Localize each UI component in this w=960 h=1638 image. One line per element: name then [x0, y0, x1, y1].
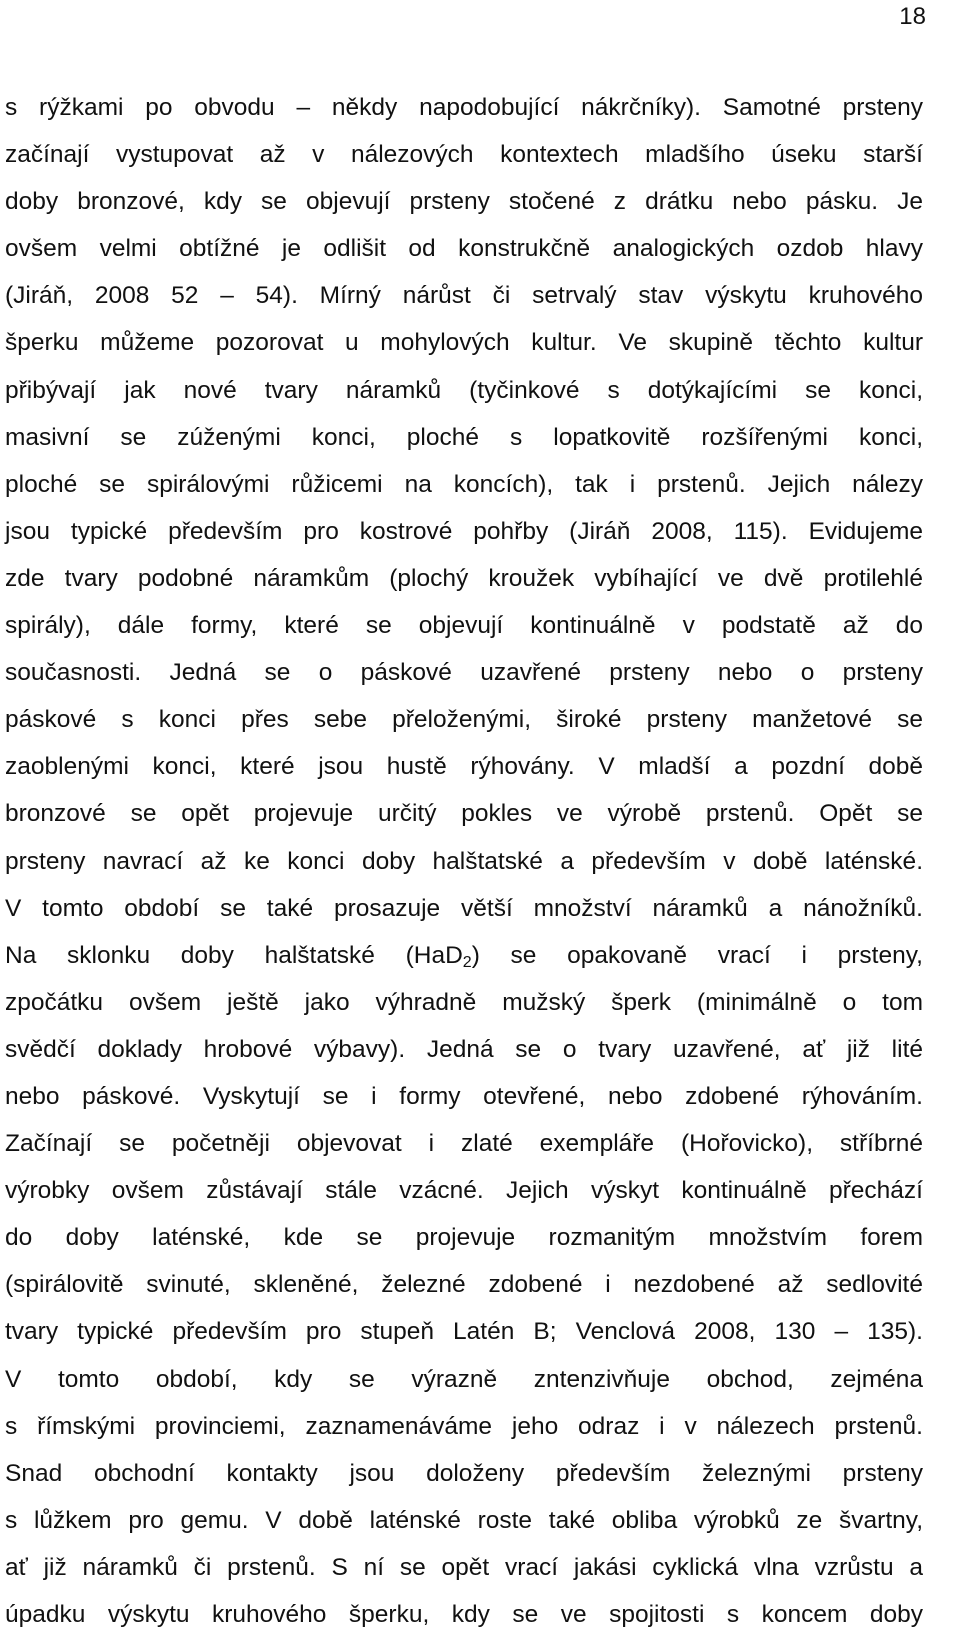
text-line: (spirálovitě svinuté, skleněné, železné zdobené i nezdobené až sedlovité	[5, 1271, 923, 1299]
text-line: šperku můžeme pozorovat u mohylových kultur. Ve skupině těchto kultur	[5, 329, 923, 357]
text-line: s římskými provinciemi, zaznamenáváme jeho odraz i v nálezech prstenů.	[5, 1412, 923, 1440]
text-line-with-subscript	[5, 932, 923, 979]
text-line: V tomto období se také prosazuje větší množství náramků a nánožníků.	[5, 894, 923, 922]
text-line: ovšem velmi obtížné je odlišit od konstrukčně analogických ozdob hlavy	[5, 235, 923, 263]
body-text	[5, 84, 923, 1638]
text-line: prsteny navrací až ke konci doby halštatské a především v době laténské.	[5, 847, 923, 875]
text-line: V tomto období, kdy se výrazně zntenzivňuje obchod, zejména	[5, 1365, 923, 1393]
text-line: s lůžkem pro gemu. V době laténské roste také obliba výrobků ze švartny,	[5, 1506, 923, 1534]
page-number: 18	[899, 3, 926, 30]
text-line: bronzové se opět projevuje určitý pokles ve výrobě prstenů. Opět se	[5, 800, 923, 828]
text-line: současnosti. Jedná se o páskové uzavřené prsteny nebo o prsteny	[5, 659, 923, 687]
text-line: ať již náramků či prstenů. S ní se opět vrací jakási cyklická vlna vzrůstu a	[5, 1553, 923, 1581]
text-segment: Na sklonku doby halštatské (HaD	[5, 941, 463, 969]
text-line: spirály), dále formy, které se objevují kontinuálně v podstatě až do	[5, 612, 923, 640]
text-line: svědčí doklady hrobové výbavy). Jedná se o tvary uzavřené, ať již lité	[5, 1035, 923, 1063]
text-line: páskové s konci přes sebe přeloženými, široké prsteny manžetové se	[5, 706, 923, 734]
text-line: výrobky ovšem zůstávají stále vzácné. Jejich výskyt kontinuálně přechází	[5, 1177, 923, 1205]
text-line: Začínají se početněji objevovat i zlaté exempláře (Hořovicko), stříbrné	[5, 1130, 923, 1158]
text-line: přibývají jak nové tvary náramků (tyčinkové s dotýkajícími se konci,	[5, 376, 923, 404]
text-line: doby bronzové, kdy se objevují prsteny stočené z drátku nebo pásku. Je	[5, 188, 923, 216]
subscript: 2	[462, 953, 472, 971]
text-line: nebo páskové. Vyskytují se i formy otevřené, nebo zdobené rýhováním.	[5, 1082, 923, 1110]
text-line: (Jiráň, 2008 52 – 54). Mírný nárůst či setrvalý stav výskytu kruhového	[5, 282, 923, 310]
text-line: masivní se zúženými konci, ploché s lopatkovitě rozšířenými konci,	[5, 423, 923, 451]
text-line: s rýžkami po obvodu – někdy napodobující nákrčníky). Samotné prsteny	[5, 94, 923, 121]
text-line: zde tvary podobné náramkům (plochý kroužek vybíhající ve dvě protilehlé	[5, 564, 923, 592]
text-segment: ) se opakovaně vrací i prsteny,	[471, 941, 923, 969]
text-line: úpadku výskytu kruhového šperku, kdy se ve spojitosti s koncem doby	[5, 1601, 923, 1628]
text-line: tvary typické především pro stupeň Latén B; Venclová 2008, 130 – 135).	[5, 1318, 923, 1346]
text-line: ploché se spirálovými růžicemi na koncích), tak i prstenů. Jejich nálezy	[5, 470, 923, 498]
text-line: Snad obchodní kontakty jsou doloženy především železnými prsteny	[5, 1459, 923, 1487]
text-line: zpočátku ovšem ještě jako výhradně mužský šperk (minimálně o tom	[5, 988, 923, 1016]
text-line: začínají vystupovat až v nálezových kontextech mladšího úseku starší	[5, 141, 923, 169]
text-line: jsou typické především pro kostrové pohřby (Jiráň 2008, 115). Evidujeme	[5, 517, 923, 545]
text-line: zaoblenými konci, které jsou hustě rýhovány. V mladší a pozdní době	[5, 753, 923, 781]
text-line: do doby laténské, kde se projevuje rozmanitým množstvím forem	[5, 1224, 923, 1252]
